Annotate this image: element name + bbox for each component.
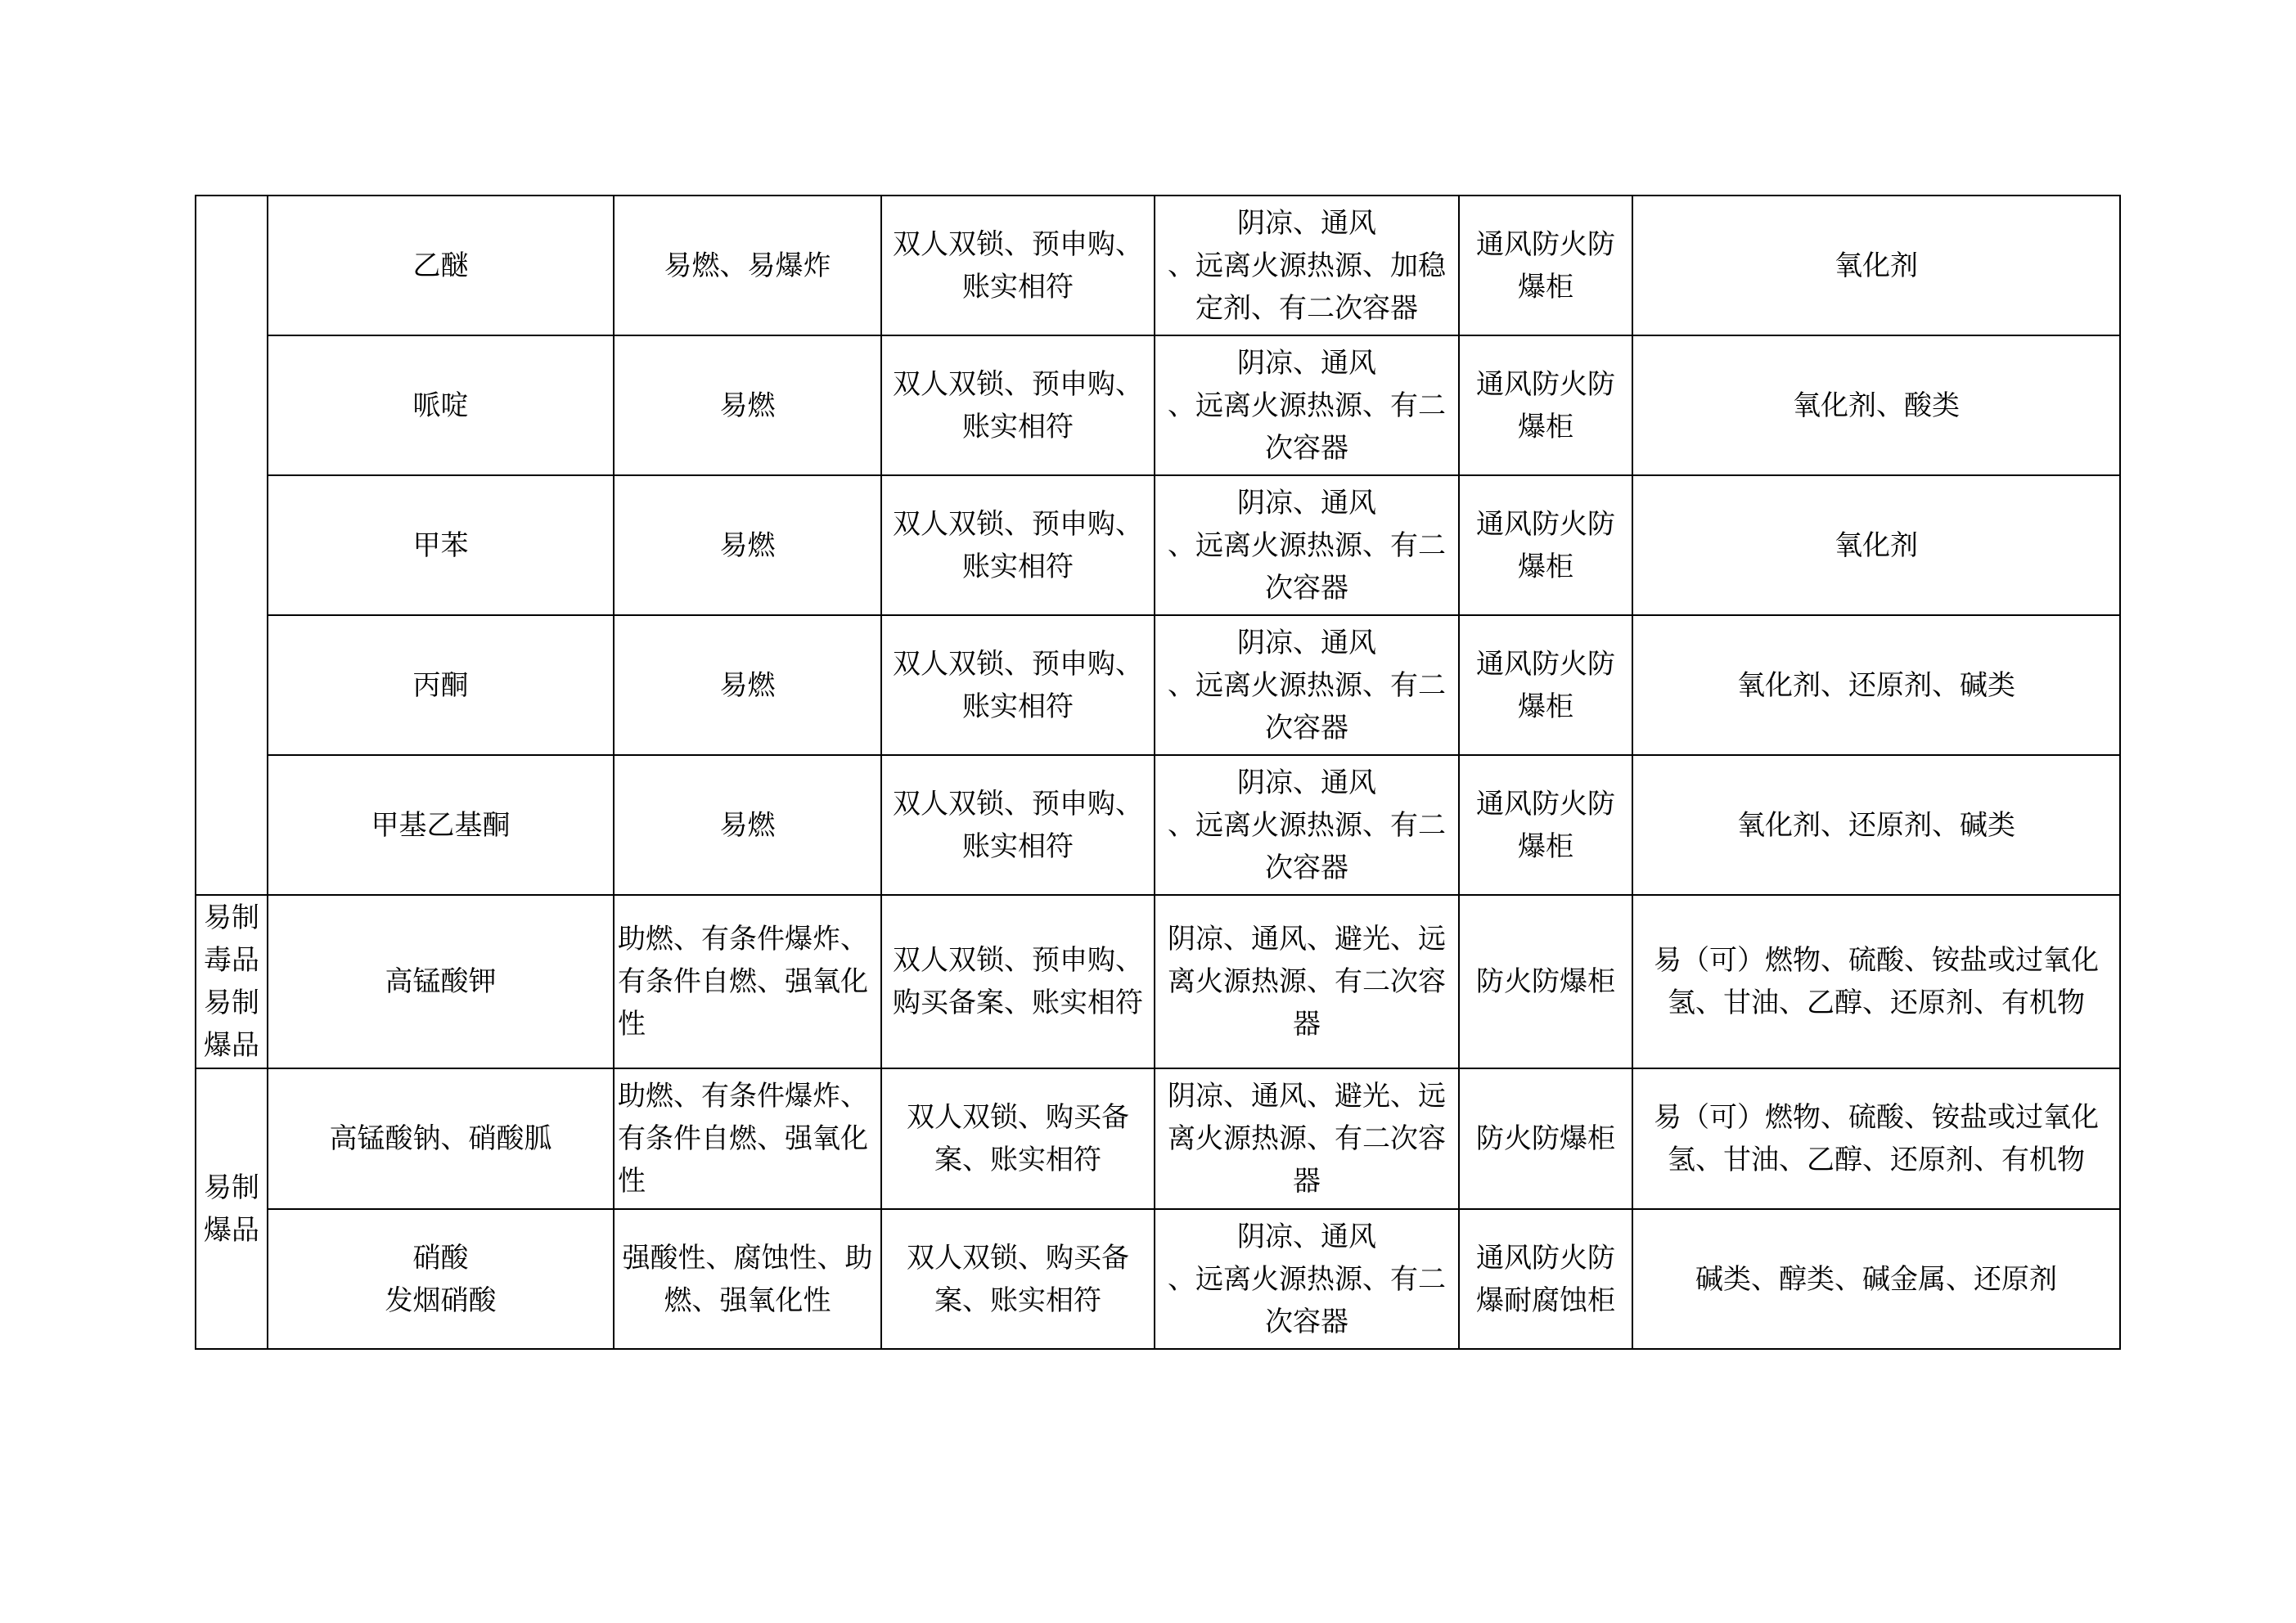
- table-row: [196, 196, 2120, 335]
- table-row: [196, 475, 2120, 615]
- category-label: 易制 毒品 易制 爆品: [196, 895, 268, 1068]
- chemical-name: 甲基乙基酮: [268, 755, 614, 895]
- category-label: 易制 爆品: [196, 1068, 268, 1349]
- management-requirements: 双人双锁、预申购、 账实相符: [881, 196, 1155, 335]
- storage-conditions: 阴凉、通风 、远离火源热源、有二 次容器: [1155, 615, 1459, 755]
- storage-conditions: 阴凉、通风 、远离火源热源、有二 次容器: [1155, 475, 1459, 615]
- table-row: [196, 895, 2120, 1068]
- management-requirements: 双人双锁、预申购、 账实相符: [881, 615, 1155, 755]
- incompatible-materials: 氧化剂、酸类: [1632, 335, 2120, 475]
- cabinet-type: 通风防火防 爆柜: [1459, 615, 1632, 755]
- hazard-properties: 易燃: [614, 335, 881, 475]
- incompatible-materials: 易（可）燃物、硫酸、铵盐或过氧化 氢、甘油、乙醇、还原剂、有机物: [1632, 1068, 2120, 1209]
- cabinet-type: 通风防火防 爆柜: [1459, 755, 1632, 895]
- incompatible-materials: 易（可）燃物、硫酸、铵盐或过氧化 氢、甘油、乙醇、还原剂、有机物: [1632, 895, 2120, 1068]
- table-row: [196, 755, 2120, 895]
- chemical-name: 丙酮: [268, 615, 614, 755]
- table-row: [196, 1068, 2120, 1209]
- hazard-properties: 易燃: [614, 475, 881, 615]
- cabinet-type: 通风防火防 爆柜: [1459, 196, 1632, 335]
- storage-conditions: 阴凉、通风、避光、远 离火源热源、有二次容 器: [1155, 1068, 1459, 1209]
- cabinet-type: 通风防火防 爆耐腐蚀柜: [1459, 1209, 1632, 1349]
- storage-conditions: 阴凉、通风 、远离火源热源、有二 次容器: [1155, 755, 1459, 895]
- hazard-properties: 易燃: [614, 755, 881, 895]
- management-requirements: 双人双锁、预申购、 账实相符: [881, 335, 1155, 475]
- chemical-name: 高锰酸钠、硝酸胍: [268, 1068, 614, 1209]
- chemical-name: 哌啶: [268, 335, 614, 475]
- table-row: [196, 1209, 2120, 1349]
- incompatible-materials: 氧化剂、还原剂、碱类: [1632, 615, 2120, 755]
- chemical-name: 硝酸 发烟硝酸: [268, 1209, 614, 1349]
- cabinet-type: 防火防爆柜: [1459, 895, 1632, 1068]
- management-requirements: 双人双锁、预申购、 账实相符: [881, 755, 1155, 895]
- chemical-name: 高锰酸钾: [268, 895, 614, 1068]
- storage-conditions: 阴凉、通风、避光、远 离火源热源、有二次容 器: [1155, 895, 1459, 1068]
- cabinet-type: 通风防火防 爆柜: [1459, 475, 1632, 615]
- management-requirements: 双人双锁、购买备 案、账实相符: [881, 1209, 1155, 1349]
- hazard-properties: 易燃: [614, 615, 881, 755]
- cabinet-type: 通风防火防 爆柜: [1459, 335, 1632, 475]
- incompatible-materials: 氧化剂、还原剂、碱类: [1632, 755, 2120, 895]
- incompatible-materials: 氧化剂: [1632, 196, 2120, 335]
- storage-conditions: 阴凉、通风 、远离火源热源、加稳 定剂、有二次容器: [1155, 196, 1459, 335]
- management-requirements: 双人双锁、预申购、 账实相符: [881, 475, 1155, 615]
- hazard-properties: 易燃、易爆炸: [614, 196, 881, 335]
- storage-conditions: 阴凉、通风 、远离火源热源、有二 次容器: [1155, 335, 1459, 475]
- hazard-properties: 助燃、有条件爆炸、 有条件自燃、强氧化 性: [614, 895, 881, 1068]
- hazard-properties: 强酸性、腐蚀性、助 燃、强氧化性: [614, 1209, 881, 1349]
- cabinet-type: 防火防爆柜: [1459, 1068, 1632, 1209]
- chemical-name: 甲苯: [268, 475, 614, 615]
- chemical-storage-table: [195, 195, 2121, 1350]
- hazard-properties: 助燃、有条件爆炸、 有条件自燃、强氧化 性: [614, 1068, 881, 1209]
- table-row: [196, 615, 2120, 755]
- storage-conditions: 阴凉、通风 、远离火源热源、有二 次容器: [1155, 1209, 1459, 1349]
- table-row: [196, 335, 2120, 475]
- category-cell-empty: [196, 196, 268, 895]
- chemical-name: 乙醚: [268, 196, 614, 335]
- management-requirements: 双人双锁、预申购、 购买备案、账实相符: [881, 895, 1155, 1068]
- incompatible-materials: 碱类、醇类、碱金属、还原剂: [1632, 1209, 2120, 1349]
- management-requirements: 双人双锁、购买备 案、账实相符: [881, 1068, 1155, 1209]
- incompatible-materials: 氧化剂: [1632, 475, 2120, 615]
